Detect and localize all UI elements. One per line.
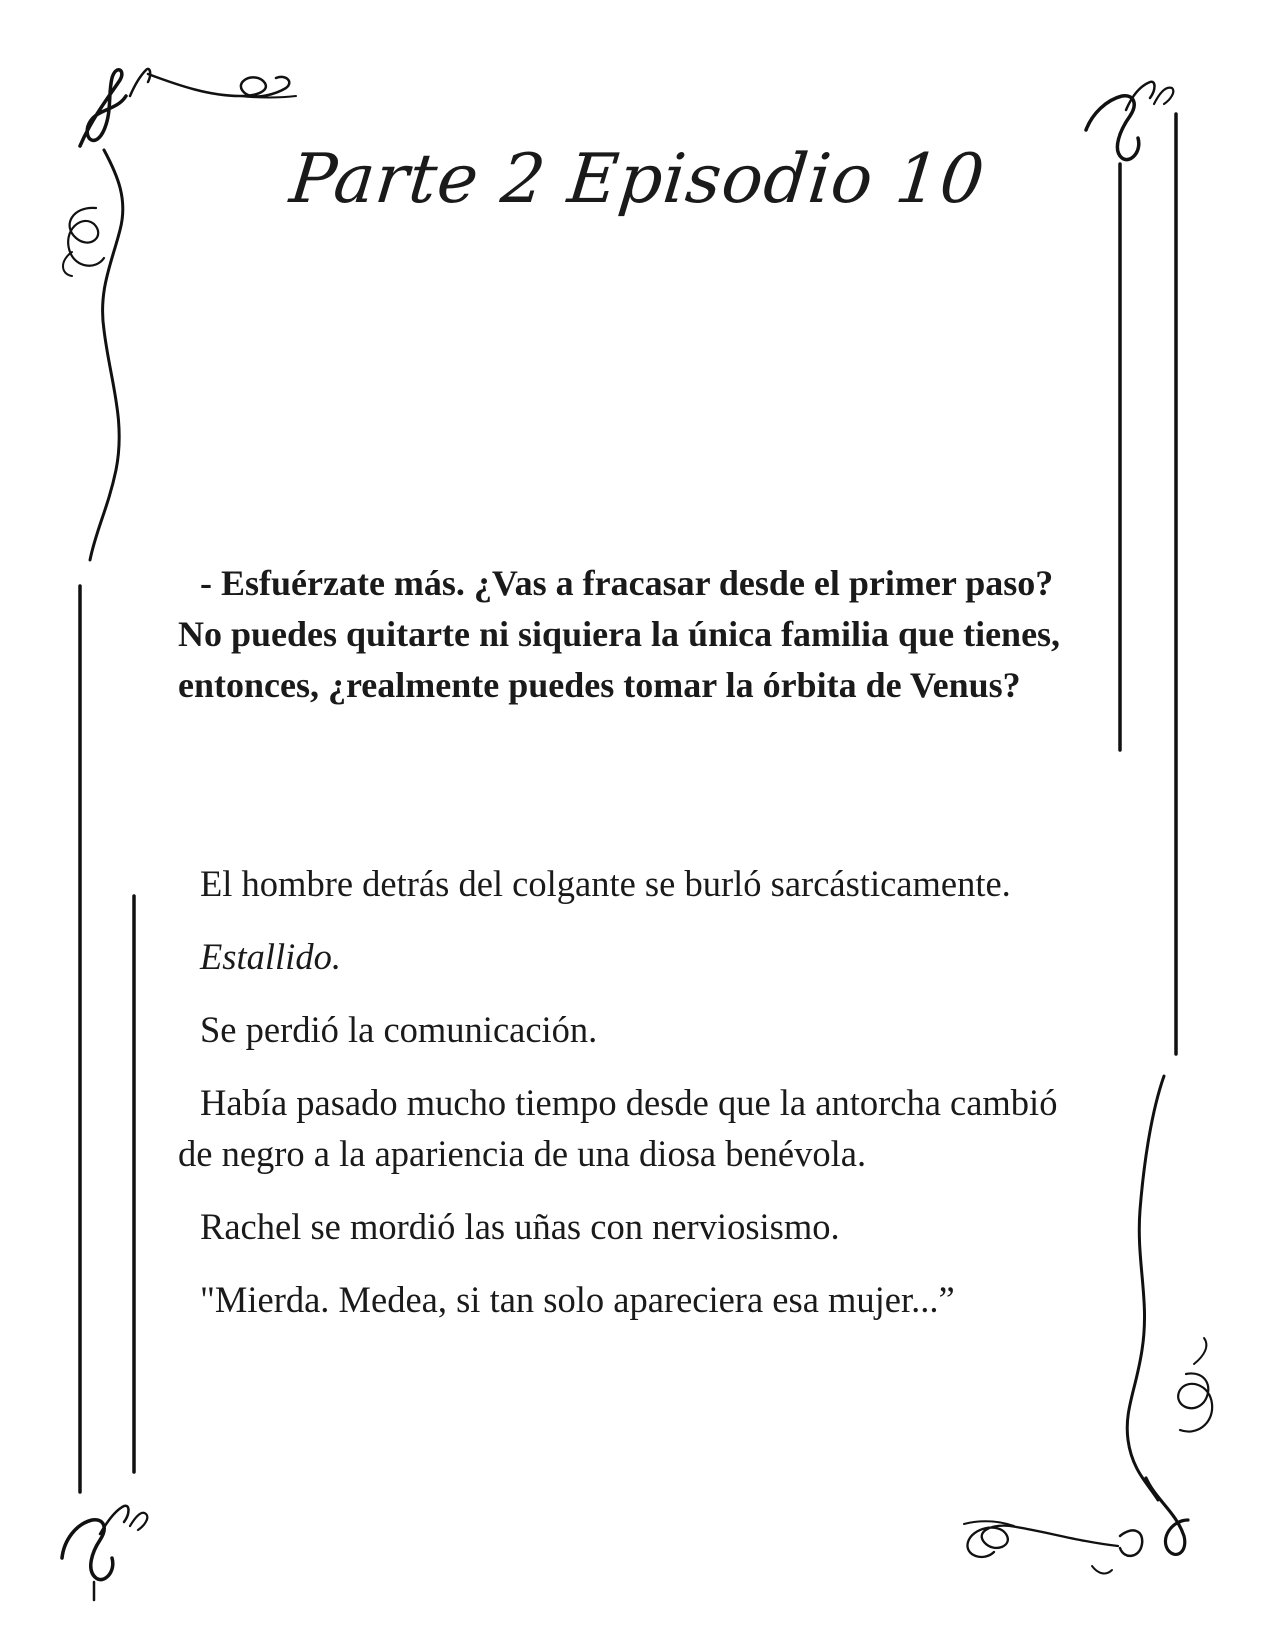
paragraph-1: El hombre detrás del colgante se burló sarcásticamente. [200, 863, 1011, 904]
paragraph-4: Había pasado mucho tiempo desde que la antorcha cambió de negro a la apariencia de una diosa benévola. [178, 1082, 1058, 1174]
paragraph-3: Se perdió la comunicación. [200, 1009, 598, 1050]
dialogue-block [178, 558, 1098, 733]
paragraph-5: Rachel se mordió las uñas con nerviosismo. [200, 1206, 840, 1247]
flourish-bottom-left-icon [62, 1506, 147, 1600]
narrative-block [178, 858, 1098, 1347]
paragraph-2: Estallido. [200, 936, 341, 977]
paragraph-6: "Mierda. Medea, si tan solo apareciera esa mujer...” [200, 1279, 955, 1320]
page-title: Parte 2 Episodio 10 [286, 140, 989, 219]
dialogue-paragraph: - Esfuérzate más. ¿Vas a fracasar desde el primer paso? No puedes quitarte ni siquiera la única familia que tienes, entonces, ¿realmente puedes tomar la órbita de Venus? [178, 563, 1061, 705]
